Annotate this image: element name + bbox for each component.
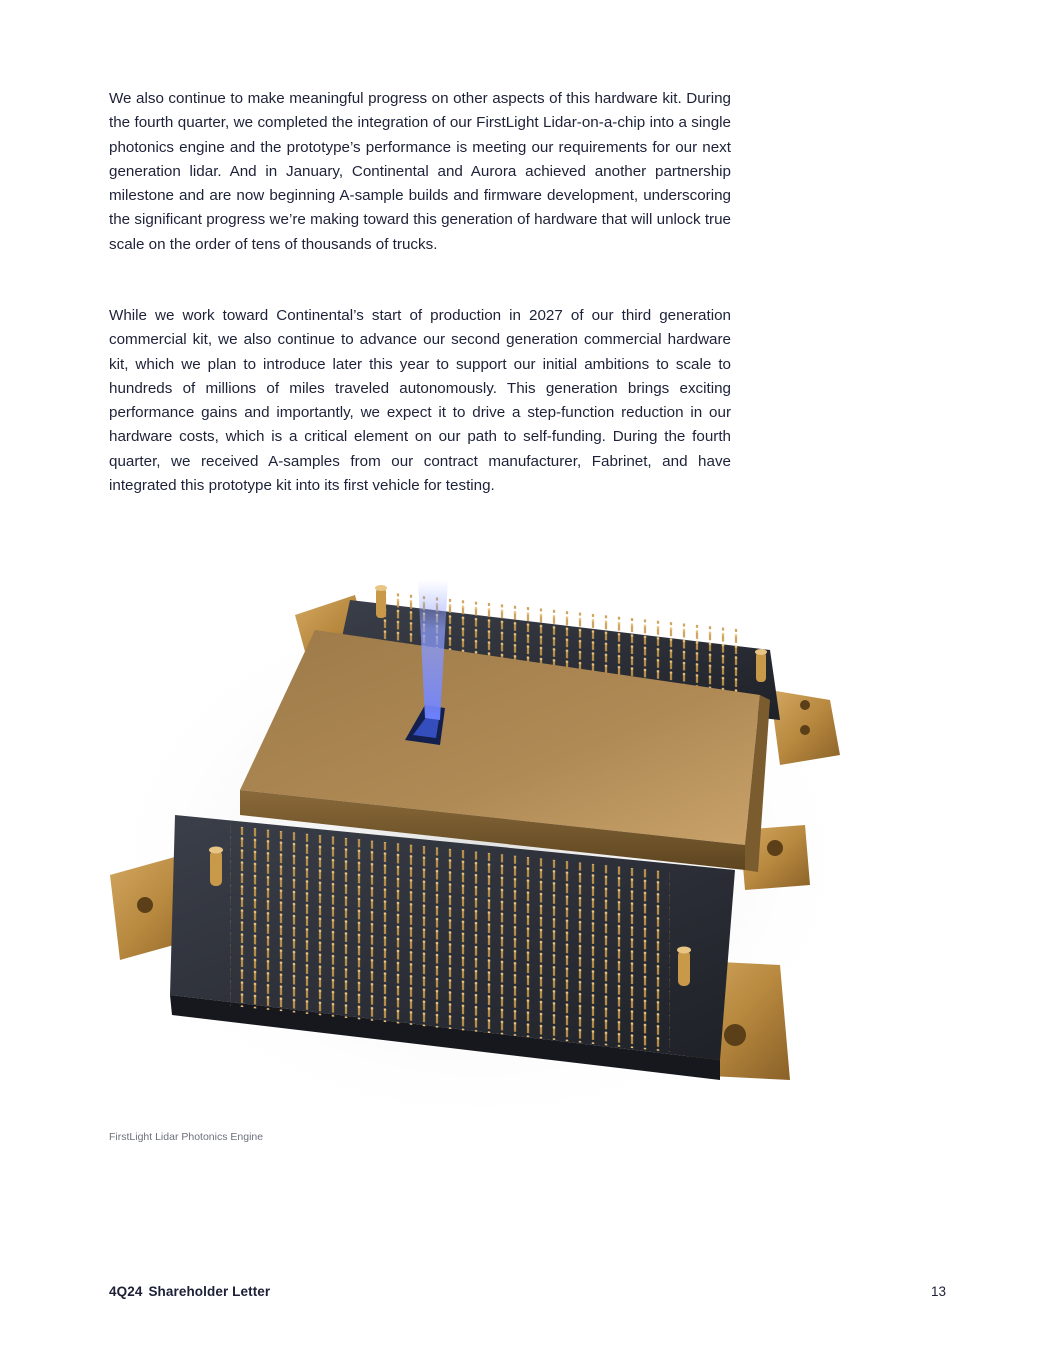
footer-document-title	[109, 1284, 270, 1299]
figure-caption: FirstLight Lidar Photonics Engine	[109, 1131, 264, 1143]
body-paragraph-1: We also continue to make meaningful progress on other aspects of this hardware kit. During the fourth quarter, we completed the integration of our FirstLight Lidar-on-a-chip into a single photonics engine and the prototype’s performance is meeting our requirements for our next generation lidar. And in January, Continental and Aurora achieved another partnership milestone and are now beginning A-sample builds and firmware development, underscoring the significant progress we’re making toward this generation of hardware that will unlock true scale on the order of tens of thousands of trucks.	[109, 90, 731, 253]
page-number: 13	[930, 1284, 946, 1299]
body-paragraph-2: While we work toward Continental’s start of production in 2027 of our third generation commercial kit, we also continue to advance our second generation commercial hardware kit, which we plan to introduce later this year to support our initial ambitions to scale to hundreds of millions of miles traveled autonomously. This generation brings exciting performance gains and importantly, we expect it to drive a step-function reduction in our hardware costs, which is a critical element on our path to self-funding. During the fourth quarter, we received A-samples from our contract manufacturer, Fabrinet, and have integrated this prototype kit into its first vehicle for testing.	[109, 307, 731, 495]
photonics-engine-image	[80, 540, 870, 1130]
footer-report-name: Shareholder Letter	[148, 1284, 271, 1299]
footer-report-period: 4Q24	[109, 1284, 143, 1299]
